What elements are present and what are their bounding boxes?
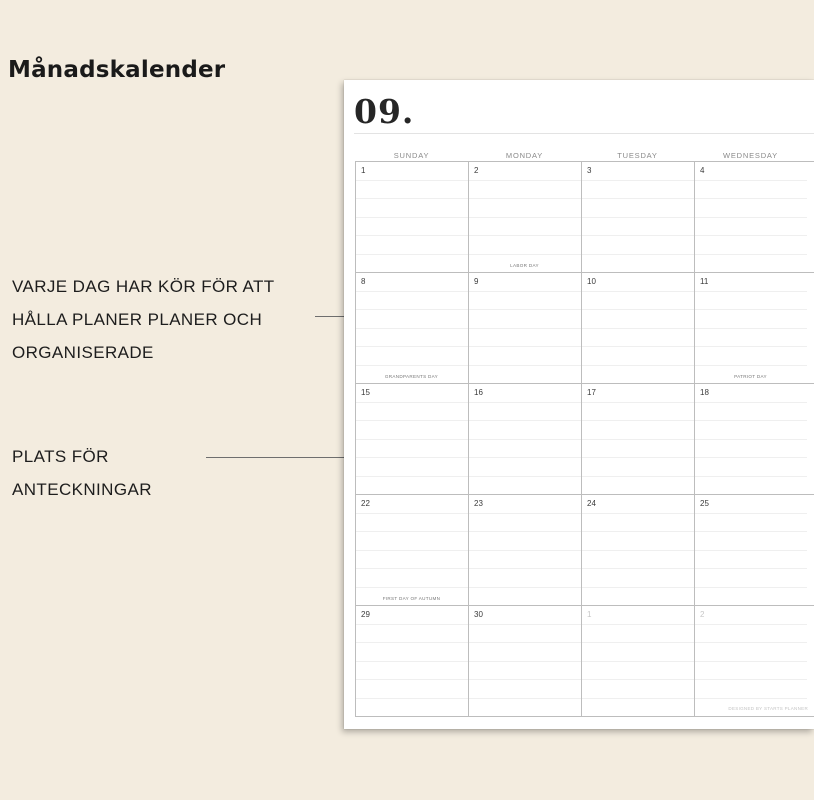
note-line xyxy=(581,513,694,514)
note-line xyxy=(581,328,694,329)
note-line xyxy=(468,198,581,199)
grid-row-line xyxy=(355,383,814,384)
note-line xyxy=(468,217,581,218)
weekday-label: MONDAY xyxy=(505,151,544,160)
note-line xyxy=(694,568,807,569)
grid-column-line xyxy=(581,161,582,716)
day-number: 16 xyxy=(474,388,483,397)
note-line xyxy=(468,365,581,366)
holiday-label: PATRIOT DAY xyxy=(734,374,767,379)
day-cell[interactable] xyxy=(355,494,468,605)
day-cell[interactable] xyxy=(694,161,807,272)
note-line xyxy=(581,217,694,218)
note-line xyxy=(694,513,807,514)
note-line xyxy=(355,328,468,329)
note-line xyxy=(581,531,694,532)
grid-column-line xyxy=(468,161,469,716)
note-line xyxy=(355,568,468,569)
note-line xyxy=(468,642,581,643)
note-line xyxy=(468,420,581,421)
page-title: Månadskalender xyxy=(8,57,226,83)
note-line xyxy=(694,328,807,329)
day-cell[interactable] xyxy=(355,605,468,716)
note-line xyxy=(581,180,694,181)
grid-row-line xyxy=(355,716,814,717)
day-number: 25 xyxy=(700,499,709,508)
day-number: 3 xyxy=(587,166,592,175)
note-line xyxy=(468,254,581,255)
note-line xyxy=(468,291,581,292)
note-line xyxy=(581,457,694,458)
note-line xyxy=(694,291,807,292)
day-cell[interactable] xyxy=(694,272,807,383)
month-number: 09. xyxy=(354,92,415,131)
callout-line: ANTECKNINGAR xyxy=(12,480,152,499)
note-line xyxy=(581,439,694,440)
day-cell[interactable] xyxy=(581,494,694,605)
note-line xyxy=(694,642,807,643)
note-line xyxy=(355,661,468,662)
holiday-label: FIRST DAY OF AUTUMN xyxy=(382,596,441,601)
day-cell[interactable] xyxy=(468,605,581,716)
note-line xyxy=(355,346,468,347)
note-line xyxy=(581,198,694,199)
day-number: 15 xyxy=(361,388,370,397)
note-line xyxy=(581,235,694,236)
callout-daily-planning xyxy=(12,270,275,369)
day-cell[interactable] xyxy=(694,383,807,494)
day-number: 17 xyxy=(587,388,596,397)
grid-row-line xyxy=(355,161,814,162)
note-line xyxy=(355,698,468,699)
note-line xyxy=(468,180,581,181)
day-number: 4 xyxy=(700,166,705,175)
holiday-label: LABOR DAY xyxy=(510,263,539,268)
callout-line: ORGANISERADE xyxy=(12,343,154,362)
note-line xyxy=(581,365,694,366)
note-line xyxy=(581,254,694,255)
grid-column-line xyxy=(694,161,695,716)
grid-row-line xyxy=(355,605,814,606)
note-line xyxy=(355,402,468,403)
note-line xyxy=(694,235,807,236)
note-line xyxy=(581,402,694,403)
note-line xyxy=(355,624,468,625)
note-line xyxy=(581,624,694,625)
note-line xyxy=(694,550,807,551)
note-line xyxy=(355,198,468,199)
day-number: 2 xyxy=(474,166,479,175)
day-cell[interactable] xyxy=(581,272,694,383)
note-line xyxy=(694,365,807,366)
note-line xyxy=(694,346,807,347)
note-line xyxy=(581,346,694,347)
day-cell[interactable] xyxy=(468,272,581,383)
day-number: 2 xyxy=(700,610,705,619)
note-line xyxy=(468,568,581,569)
weekday-label: TUESDAY xyxy=(617,151,658,160)
calendar-sheet xyxy=(344,80,814,729)
note-line xyxy=(468,587,581,588)
note-line xyxy=(468,513,581,514)
callout-line: VARJE DAG HAR KÖR FÖR ATT xyxy=(12,277,275,296)
note-line xyxy=(694,531,807,532)
day-cell[interactable] xyxy=(581,605,694,716)
note-line xyxy=(355,531,468,532)
note-line xyxy=(581,309,694,310)
note-line xyxy=(355,679,468,680)
weekday-label: WEDNESDAY xyxy=(723,151,778,160)
note-line xyxy=(694,402,807,403)
note-line xyxy=(355,309,468,310)
day-cell[interactable] xyxy=(468,383,581,494)
grid-column-line xyxy=(355,161,356,716)
day-cell[interactable] xyxy=(355,161,468,272)
note-line xyxy=(468,439,581,440)
note-line xyxy=(468,531,581,532)
note-line xyxy=(468,346,581,347)
note-line xyxy=(355,439,468,440)
note-line xyxy=(581,642,694,643)
note-line xyxy=(355,291,468,292)
day-number: 11 xyxy=(700,277,709,286)
note-line xyxy=(694,679,807,680)
note-line xyxy=(694,661,807,662)
day-cell[interactable] xyxy=(581,383,694,494)
note-line xyxy=(694,309,807,310)
footer-credit: DESIGNED BY STARTS PLANNER xyxy=(728,706,808,711)
note-line xyxy=(694,587,807,588)
note-line xyxy=(694,198,807,199)
note-line xyxy=(694,624,807,625)
note-line xyxy=(355,457,468,458)
note-line xyxy=(581,698,694,699)
day-number: 1 xyxy=(361,166,366,175)
day-number: 23 xyxy=(474,499,483,508)
note-line xyxy=(694,420,807,421)
note-line xyxy=(355,587,468,588)
note-line xyxy=(355,254,468,255)
day-cell[interactable] xyxy=(468,161,581,272)
day-cell[interactable] xyxy=(581,161,694,272)
note-line xyxy=(355,420,468,421)
note-line xyxy=(694,217,807,218)
day-number: 22 xyxy=(361,499,370,508)
note-line xyxy=(694,476,807,477)
day-number: 1 xyxy=(587,610,592,619)
day-number: 24 xyxy=(587,499,596,508)
note-line xyxy=(694,698,807,699)
day-number: 29 xyxy=(361,610,370,619)
note-line xyxy=(355,180,468,181)
day-number: 10 xyxy=(587,277,596,286)
callout-notes-space xyxy=(12,440,152,506)
note-line xyxy=(468,457,581,458)
note-line xyxy=(694,457,807,458)
note-line xyxy=(468,309,581,310)
day-number: 9 xyxy=(474,277,479,286)
note-line xyxy=(468,402,581,403)
day-cell[interactable] xyxy=(694,494,807,605)
note-line xyxy=(468,698,581,699)
note-line xyxy=(468,235,581,236)
note-line xyxy=(468,328,581,329)
note-line xyxy=(581,291,694,292)
note-line xyxy=(468,476,581,477)
note-line xyxy=(355,235,468,236)
note-line xyxy=(581,679,694,680)
day-number: 18 xyxy=(700,388,709,397)
note-line xyxy=(355,513,468,514)
note-line xyxy=(355,642,468,643)
note-line xyxy=(581,476,694,477)
callout-line: PLATS FÖR xyxy=(12,447,109,466)
note-line xyxy=(468,661,581,662)
note-line xyxy=(694,439,807,440)
grid-row-line xyxy=(355,494,814,495)
weekday-label: SUNDAY xyxy=(393,151,430,160)
day-number: 30 xyxy=(474,610,483,619)
holiday-label: GRANDPARENTS DAY xyxy=(384,374,439,379)
note-line xyxy=(355,217,468,218)
grid-row-line xyxy=(355,272,814,273)
day-cell[interactable] xyxy=(468,494,581,605)
note-line xyxy=(468,679,581,680)
note-line xyxy=(581,420,694,421)
day-number: 8 xyxy=(361,277,366,286)
note-line xyxy=(581,550,694,551)
note-line xyxy=(468,550,581,551)
note-line xyxy=(581,587,694,588)
note-line xyxy=(581,568,694,569)
callout-line: HÅLLA PLANER PLANER OCH xyxy=(12,310,263,329)
day-cell[interactable] xyxy=(355,272,468,383)
header-divider xyxy=(354,133,814,134)
day-cell[interactable] xyxy=(694,605,807,716)
note-line xyxy=(468,624,581,625)
note-line xyxy=(355,550,468,551)
day-cell[interactable] xyxy=(355,383,468,494)
note-line xyxy=(581,661,694,662)
note-line xyxy=(694,180,807,181)
note-line xyxy=(355,365,468,366)
note-line xyxy=(355,476,468,477)
note-line xyxy=(694,254,807,255)
